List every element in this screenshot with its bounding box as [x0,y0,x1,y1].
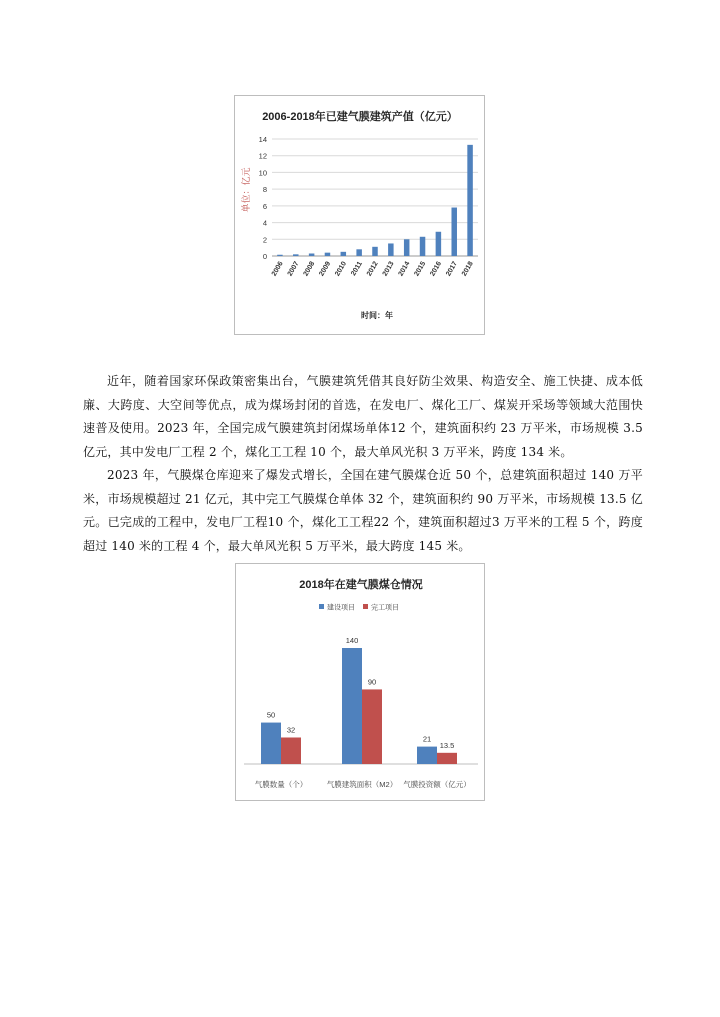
chart1-xtick-label: 2018 [460,260,475,278]
chart1-xtick-label: 2017 [445,260,459,278]
chart1-bar-2018 [467,145,473,256]
chart1-xtick-label: 2007 [286,260,301,278]
chart1-ytick-label: 10 [258,168,267,178]
paragraph-coal-yard-enclosure: 近年，随着国家环保政策密集出台，气膜建筑凭借其良好防尘效果、构造安全、施工快捷、成本低廉、大跨度、大空间等优点，成为煤场封闭的首选，在发电厂、煤化工厂、煤炭开采场等领域大范围快速普及使用。2023 年，全国完成气膜建筑封闭煤场单体12 个，建筑面积约 23 万平米，市场规模 3.5 亿元，其中发电厂工程 2 个，煤化工工程 10 个，最大单风光积 3 万平米，跨度 134 米。 [83,374,643,459]
chart1-xtick-label: 2006 [270,260,285,278]
chart1-xtick-label: 2013 [381,260,396,278]
legend-swatch-completed [363,604,368,609]
chart1-bar-2012 [372,247,378,256]
chart2-data-label: 90 [367,677,377,687]
chart1-bar-2008 [309,253,315,256]
chart1-bar-2007 [293,254,299,256]
paragraph-coal-storage-growth: 2023 年，气膜煤仓库迎来了爆发式增长，全国在建气膜煤仓近 50 个，总建筑面积超过 140 万平米，市场规模超过 21 亿元，其中完工气膜煤仓单体 32 个，建筑面积约 90 万平米，市场规模 13.5 亿元。已完成的工程中，发电厂工程10 个，煤化工工程22 个，建筑面积超过3 万平米的工程 5 个，跨度超过 140 米的工程 4 个，最大单风光积 5 万平米，最大跨度 145 米。 [83,468,643,553]
coal-storage-chart-svg [236,564,486,802]
chart1-xtick-label: 2015 [413,260,428,278]
chart1-xtick-label: 2009 [318,260,333,278]
legend-label-completed: 完工项目 [371,604,399,612]
chart1-xlabel: 时间：年 [361,311,393,320]
chart2-data-label: 13.5 [439,740,455,750]
chart1-ytick-label: 2 [262,235,267,245]
chart2-data-label: 21 [422,734,432,744]
output-value-chart [234,95,485,335]
chart1-xtick-label: 2011 [350,260,364,278]
chart1-xtick-label: 2012 [365,260,380,278]
chart2-data-label: 50 [266,710,276,720]
chart2-data-label: 140 [345,636,359,645]
chart1-bar-2017 [451,208,457,256]
chart1-ytick-label: 6 [262,201,267,211]
chart1-ytick-label: 12 [258,151,267,161]
chart1-bar-2010 [341,252,347,256]
chart1-xtick-label: 2014 [397,260,412,278]
chart2-bar-建设项目 [417,747,437,764]
chart1-ytick-label: 14 [258,135,267,144]
legend-label-building: 建设项目 [327,604,355,612]
chart1-ytick-label: 8 [262,185,267,195]
chart1-xtick-label: 2010 [334,260,349,278]
chart1-bar-2015 [420,237,426,256]
chart1-title: 2006-2018年已建气膜建筑产值（亿元） [262,111,458,123]
chart1-xtick-label: 2008 [302,260,317,278]
chart1-xtick-label: 2016 [429,260,444,278]
chart2-bar-建设项目 [342,648,362,764]
chart2-title: 2018年在建气膜煤仓情况 [299,579,423,591]
chart2-bar-建设项目 [261,723,281,764]
chart1-bar-2013 [388,243,394,256]
chart1-bar-2011 [356,249,362,256]
chart1-ytick-label: 0 [262,252,267,261]
chart2-bar-完工项目 [362,689,382,764]
legend-swatch-building [319,604,324,609]
chart1-ytick-label: 4 [262,218,267,228]
chart1-bar-2006 [277,255,283,256]
chart2-bar-完工项目 [281,737,301,764]
chart2-legend [319,603,399,612]
chart1-ylabel: 单位：亿元 [241,167,251,213]
chart2-category-label: 气膜投资额（亿元） [403,780,471,789]
chart2-bar-完工项目 [437,753,457,764]
chart1-bar-2016 [436,232,442,256]
output-value-chart-svg [235,96,486,336]
chart1-bar-2014 [404,239,410,256]
chart1-bar-2009 [325,253,331,256]
chart2-category-label: 气膜数量（个） [254,780,308,789]
chart2-data-label: 32 [286,725,296,735]
chart2-category-label: 气膜建筑面积（M2） [326,780,398,789]
coal-storage-chart [235,563,485,801]
